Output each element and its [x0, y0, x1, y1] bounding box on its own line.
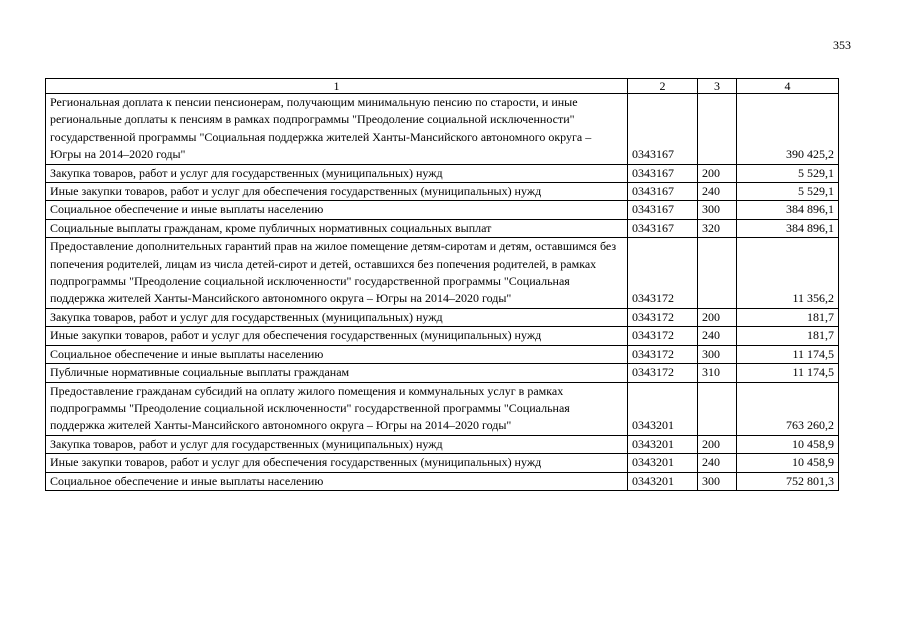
row-sum-cell: 384 896,1: [737, 201, 839, 219]
row-kvr-cell: [698, 238, 737, 309]
row-name-cell: Социальные выплаты гражданам, кроме публичных нормативных социальных выплат: [46, 219, 628, 237]
column-header-3: 3: [698, 79, 737, 94]
row-name-cell: Социальное обеспечение и иные выплаты населению: [46, 345, 628, 363]
table-row: [46, 364, 839, 382]
row-sum-cell: 11 174,5: [737, 345, 839, 363]
row-name-cell: Закупка товаров, работ и услуг для государственных (муниципальных) нужд: [46, 308, 628, 326]
row-kvr-cell: 300: [698, 201, 737, 219]
row-sum-cell: 10 458,9: [737, 435, 839, 453]
row-sum-cell: 10 458,9: [737, 454, 839, 472]
row-name-cell: Региональная доплата к пенсии пенсионерам, получающим минимальную пенсию по старости, и иные региональные доплаты к пенсиям в рамках подпрограммы "Преодоление социальной исключенности" государственной программы "Социальная поддержка жителей Ханты-Мансийского автономного округа – Югры на 2014–2020 годы": [46, 94, 628, 165]
row-kvr-cell: 240: [698, 183, 737, 201]
table-row: [46, 183, 839, 201]
row-sum-cell: 181,7: [737, 327, 839, 345]
table-row: [46, 201, 839, 219]
row-sum-cell: 752 801,3: [737, 472, 839, 490]
table-row: [46, 327, 839, 345]
row-name-cell: Иные закупки товаров, работ и услуг для обеспечения государственных (муниципальных) нужд: [46, 454, 628, 472]
column-header-4: 4: [737, 79, 839, 94]
row-kvr-cell: [698, 94, 737, 165]
row-kvr-cell: 200: [698, 164, 737, 182]
row-code-cell: 0343167: [628, 219, 698, 237]
table-row: [46, 308, 839, 326]
row-name-cell: Закупка товаров, работ и услуг для государственных (муниципальных) нужд: [46, 164, 628, 182]
row-kvr-cell: 300: [698, 472, 737, 490]
row-code-cell: 0343167: [628, 94, 698, 165]
row-code-cell: 0343201: [628, 454, 698, 472]
row-sum-cell: 5 529,1: [737, 183, 839, 201]
row-kvr-cell: 300: [698, 345, 737, 363]
row-kvr-cell: 240: [698, 327, 737, 345]
table-body: [46, 94, 839, 491]
row-code-cell: 0343172: [628, 345, 698, 363]
row-name-cell: Социальное обеспечение и иные выплаты населению: [46, 201, 628, 219]
table-row: [46, 435, 839, 453]
row-code-cell: 0343167: [628, 183, 698, 201]
row-name-cell: Предоставление гражданам субсидий на оплату жилого помещения и коммунальных услуг в рамках подпрограммы "Преодоление социальной исключенности" государственной программы "Социальная поддержка жителей Ханты-Мансийского автономного округа – Югры на 2014–2020 годы": [46, 382, 628, 435]
table-row: [46, 164, 839, 182]
row-name-cell: Закупка товаров, работ и услуг для государственных (муниципальных) нужд: [46, 435, 628, 453]
row-sum-cell: 11 174,5: [737, 364, 839, 382]
row-code-cell: 0343201: [628, 435, 698, 453]
row-name-cell: Социальное обеспечение и иные выплаты населению: [46, 472, 628, 490]
table-row: [46, 382, 839, 435]
row-sum-cell: 384 896,1: [737, 219, 839, 237]
table-row: [46, 472, 839, 490]
column-header-1: 1: [46, 79, 628, 94]
table-row: [46, 219, 839, 237]
row-kvr-cell: 320: [698, 219, 737, 237]
row-sum-cell: 11 356,2: [737, 238, 839, 309]
page-number: 353: [833, 38, 851, 52]
row-code-cell: 0343172: [628, 238, 698, 309]
row-sum-cell: 181,7: [737, 308, 839, 326]
row-code-cell: 0343172: [628, 364, 698, 382]
row-sum-cell: 5 529,1: [737, 164, 839, 182]
row-name-cell: Публичные нормативные социальные выплаты гражданам: [46, 364, 628, 382]
row-kvr-cell: [698, 382, 737, 435]
row-code-cell: 0343167: [628, 164, 698, 182]
table-row: [46, 94, 839, 165]
row-code-cell: 0343172: [628, 327, 698, 345]
row-code-cell: 0343201: [628, 382, 698, 435]
table-row: [46, 345, 839, 363]
row-kvr-cell: 200: [698, 435, 737, 453]
table-header: [46, 79, 839, 94]
budget-table: [45, 78, 839, 491]
row-kvr-cell: 240: [698, 454, 737, 472]
header-row: [46, 79, 839, 94]
column-header-2: 2: [628, 79, 698, 94]
row-name-cell: Иные закупки товаров, работ и услуг для обеспечения государственных (муниципальных) нужд: [46, 183, 628, 201]
row-name-cell: Иные закупки товаров, работ и услуг для обеспечения государственных (муниципальных) нужд: [46, 327, 628, 345]
row-kvr-cell: 310: [698, 364, 737, 382]
row-code-cell: 0343167: [628, 201, 698, 219]
row-name-cell: Предоставление дополнительных гарантий прав на жилое помещение детям-сиротам и детям, оставшимся без попечения родителей, лицам из числа детей-сирот и детей, оставшихся без попечения родителей, в рамках подпрограммы "Преодоление социальной исключенности" государственной программы "Социальная поддержка жителей Ханты-Мансийского автономного округа – Югры на 2014–2020 годы": [46, 238, 628, 309]
row-code-cell: 0343201: [628, 472, 698, 490]
row-code-cell: 0343172: [628, 308, 698, 326]
table-row: [46, 454, 839, 472]
table-row: [46, 238, 839, 309]
row-sum-cell: 390 425,2: [737, 94, 839, 165]
row-kvr-cell: 200: [698, 308, 737, 326]
row-sum-cell: 763 260,2: [737, 382, 839, 435]
